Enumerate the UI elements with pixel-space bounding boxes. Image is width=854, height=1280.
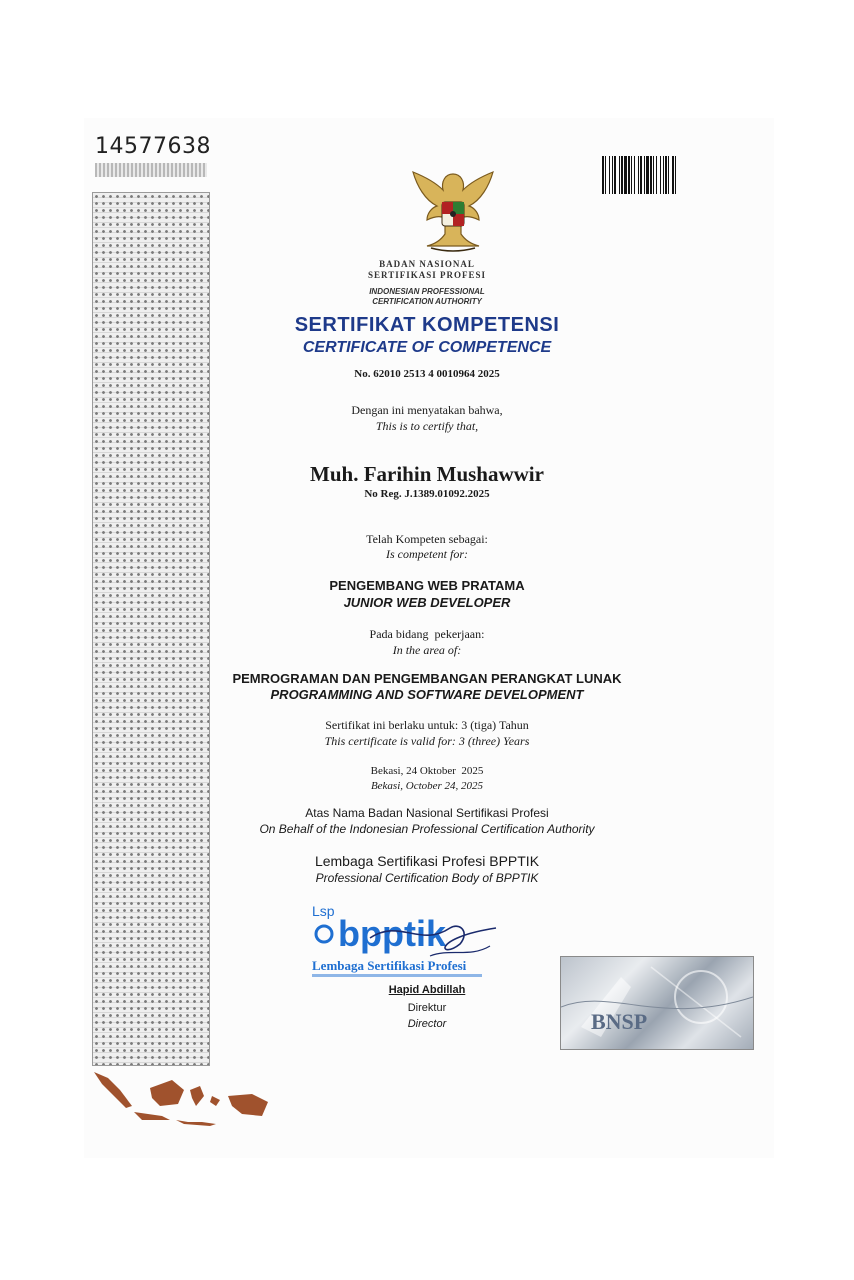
competence-label-id: Telah Kompeten sebagai: bbox=[366, 532, 488, 546]
barcode-bar bbox=[676, 156, 678, 194]
certification-body-en: Professional Certification Body of BPPTIK bbox=[315, 871, 539, 885]
garuda-emblem-icon bbox=[405, 160, 501, 256]
bnsp-hologram bbox=[560, 956, 754, 1050]
indonesia-map-icon bbox=[92, 1066, 272, 1130]
issuer-name-en-2: CERTIFICATION AUTHORITY bbox=[372, 297, 482, 306]
validity-id: Sertifikat ini berlaku untuk: 3 (tiga) Tahun bbox=[325, 718, 529, 732]
area-label-en: In the area of: bbox=[392, 643, 462, 657]
logo-small-text: Lsp bbox=[312, 903, 335, 919]
lsp-bpptik-logo bbox=[310, 898, 500, 984]
serial-security-pattern bbox=[95, 163, 207, 177]
issuer-name-id-1: BADAN NASIONAL bbox=[379, 259, 475, 269]
holder-reg-no: No Reg. J.1389.01092.2025 bbox=[364, 488, 490, 500]
certificate-number: No. 62010 2513 4 0010964 2025 bbox=[354, 368, 500, 380]
holder-name: Muh. Farihin Mushawwir bbox=[310, 462, 544, 486]
occupation-en: JUNIOR WEB DEVELOPER bbox=[343, 595, 511, 610]
validity-en: This certificate is valid for: 3 (three) Years bbox=[324, 734, 530, 748]
declaration-en: This is to certify that, bbox=[375, 419, 479, 433]
barcode-icon bbox=[602, 156, 760, 194]
on-behalf-id: Atas Nama Badan Nasional Sertifikasi Profesi bbox=[305, 806, 549, 820]
hologram-pattern-icon bbox=[561, 957, 753, 1049]
area-label-id: Pada bidang pekerjaan: bbox=[369, 627, 485, 641]
signatory-title-id: Direktur bbox=[407, 1002, 447, 1014]
certificate-title-en: CERTIFICATE OF COMPETENCE bbox=[302, 339, 552, 356]
certificate-title-id: SERTIFIKAT KOMPETENSI bbox=[294, 314, 560, 336]
logo-main-text: bpptik bbox=[338, 913, 446, 954]
certification-body-id: Lembaga Sertifikasi Profesi BPPTIK bbox=[314, 853, 540, 869]
competence-label-en: Is competent for: bbox=[386, 547, 468, 561]
signatory-name: Hapid Abdillah bbox=[388, 984, 466, 996]
work-area-id: PEMROGRAMAN DAN PENGEMBANGAN PERANGKAT LUNAK bbox=[232, 671, 622, 686]
issuer-name-en-1: INDONESIAN PROFESSIONAL bbox=[369, 287, 485, 296]
issue-date-id: Bekasi, 24 Oktober 2025 bbox=[370, 765, 484, 777]
hologram-text: BNSP bbox=[591, 1009, 648, 1034]
logo-sub-text: Lembaga Sertifikasi Profesi bbox=[312, 958, 467, 973]
issue-date-en: Bekasi, October 24, 2025 bbox=[370, 780, 484, 792]
declaration-id: Dengan ini menyatakan bahwa, bbox=[351, 403, 503, 417]
occupation-id: PENGEMBANG WEB PRATAMA bbox=[329, 578, 525, 593]
signatory-title-en: Director bbox=[407, 1018, 447, 1030]
work-area-en: PROGRAMMING AND SOFTWARE DEVELOPMENT bbox=[270, 687, 584, 702]
on-behalf-en: On Behalf of the Indonesian Professional Certification Authority bbox=[259, 822, 595, 836]
serial-number: 14577638 bbox=[95, 134, 211, 159]
issuer-name-id-2: SERTIFIKASI PROFESI bbox=[368, 270, 486, 280]
